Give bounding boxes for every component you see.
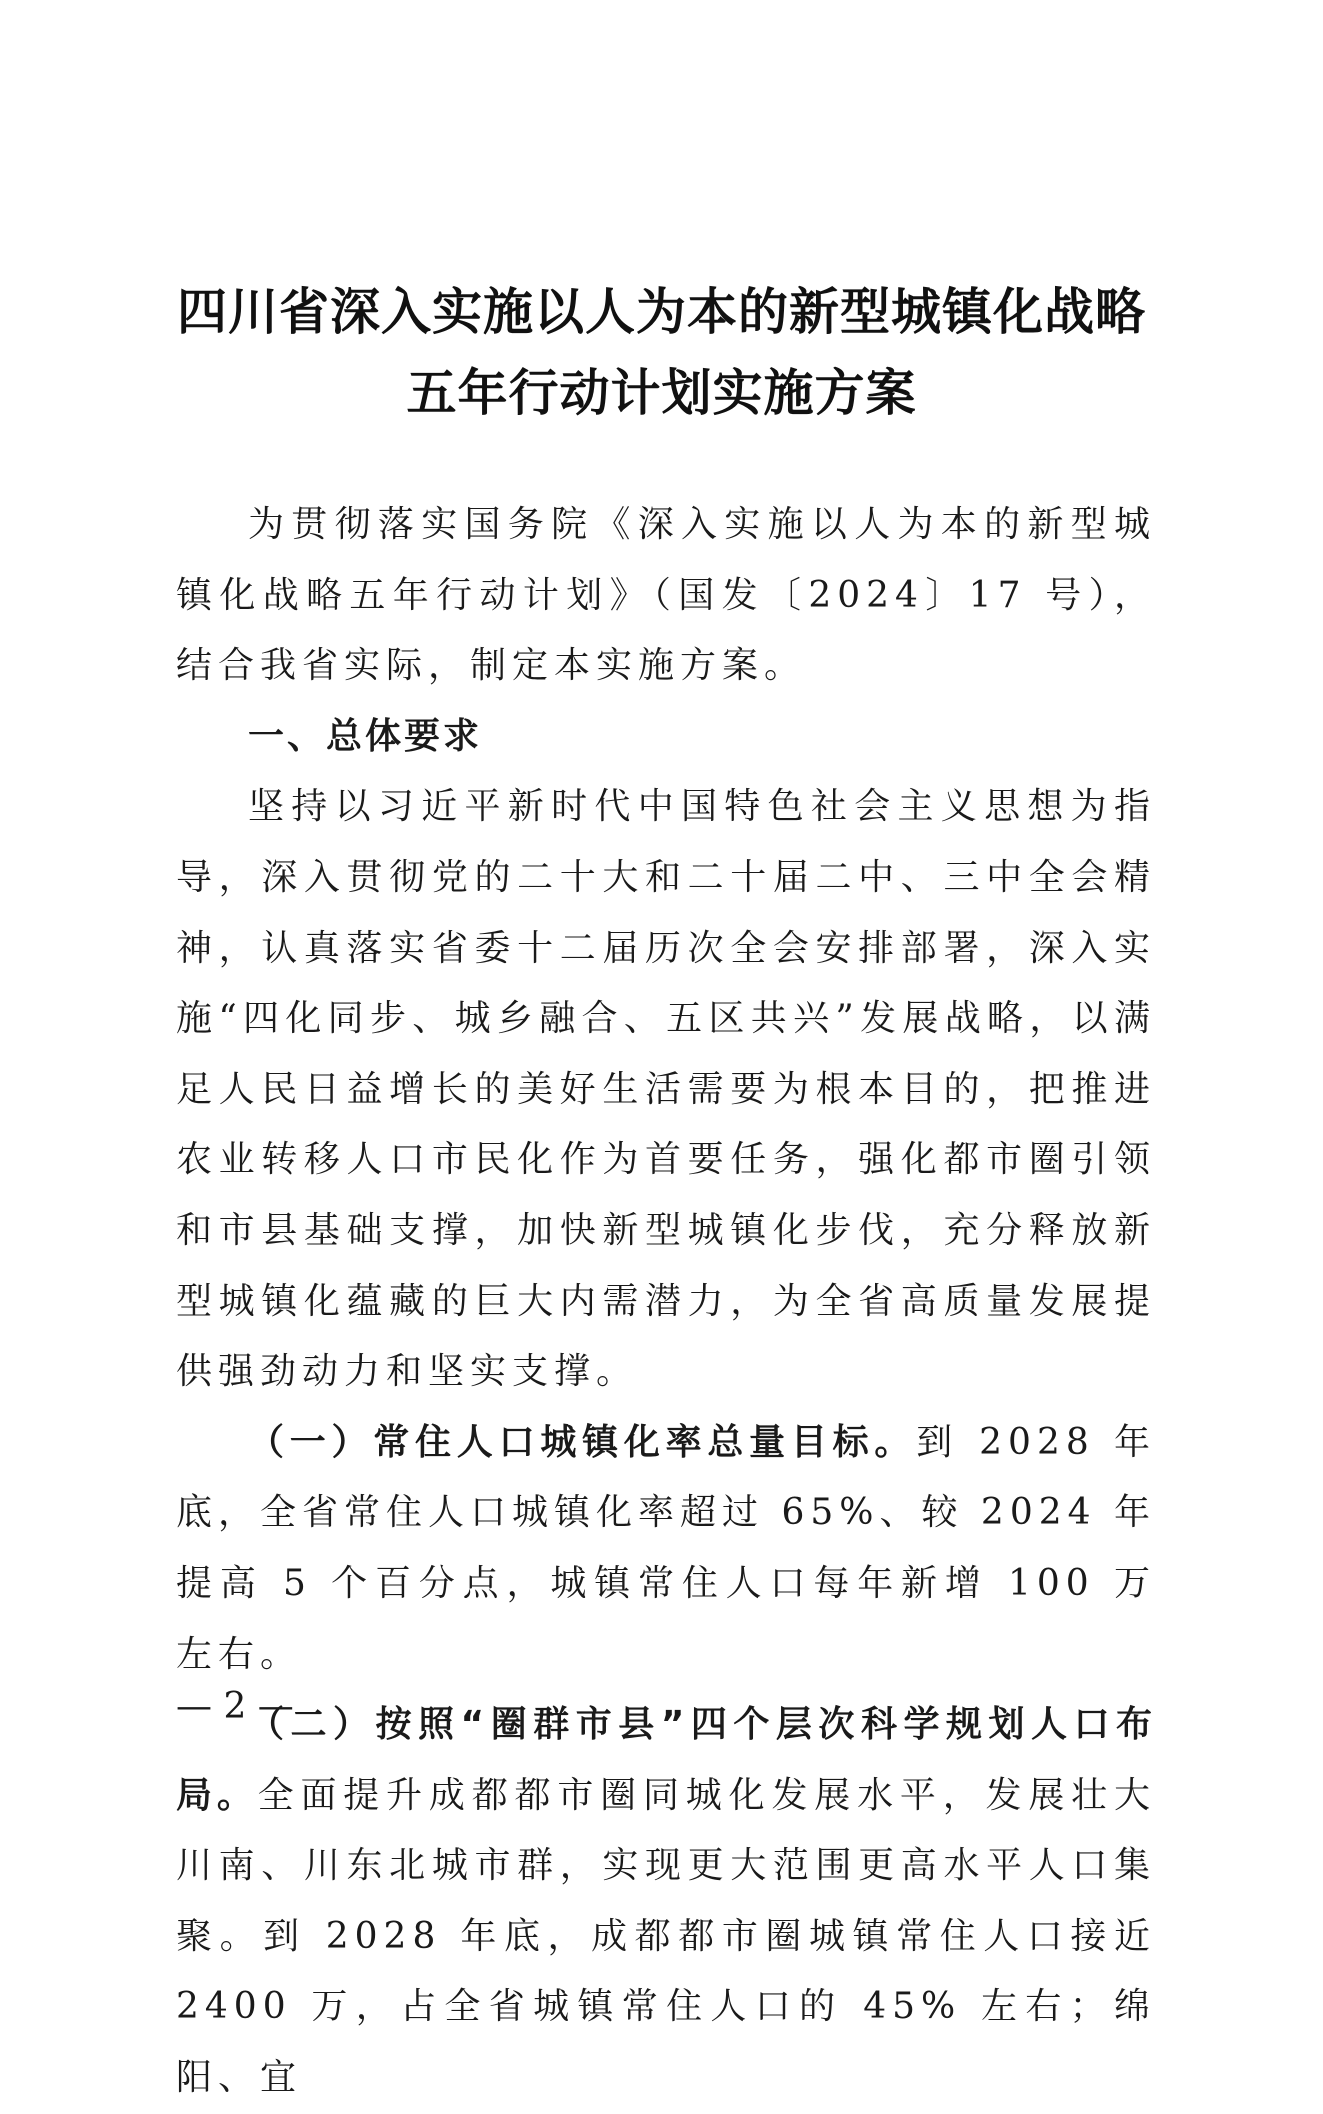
section-paragraph: 坚持以习近平新时代中国特色社会主义思想为指导，深入贯彻党的二十大和二十届二中、三中全会精神，认真落实省委十二届历次全会安排部署，深入实施“四化同步、城乡融合、五区共兴”发展战略，以满足人民日益增长的美好生活需要为根本目的，把推进农业转移人口市民化作为首要任务，强化都市圈引领和市县基础支撑，加快新型城镇化步伐，充分释放新型城镇化蕴藏的巨大内需潜力，为全省高质量发展提供强劲动力和坚实支撑。 — [176, 786, 1156, 1393]
document-title-line-1: 四川省深入实施以人为本的新型城镇化战略 — [177, 282, 1146, 341]
item-lead: （二）按照“圈群市县”四个层次科学规划人口布局。 — [176, 1704, 1156, 1816]
item-body: 全面提升成都都市圈同城化发展水平，发展壮大川南、川东北城市群，实现更大范围更高水平人口集聚。到 2028 年底，成都都市圈城镇常住人口接近 2400 万，占全省城镇常住人口的 45% 左右；绵阳、宜 — [176, 1774, 1156, 2099]
section-heading: 一、总体要求 — [248, 715, 483, 757]
item-body: 到 2028 年底，全省常住人口城镇化率超过 65%、较 2024 年提高 5 个百分点，城镇常住人口每年新增 100 万左右。 — [176, 1421, 1156, 1675]
document-body — [176, 490, 1156, 2114]
intro-paragraph: 为贯彻落实国务院《深入实施以人为本的新型城镇化战略五年行动计划》（国发〔2024〕17 号），结合我省实际，制定本实施方案。 — [176, 504, 1156, 687]
item-paragraph — [176, 1408, 1156, 1690]
page-number: — 2 — — [176, 1686, 294, 1727]
document-title-line-2: 五年行动计划实施方案 — [406, 363, 917, 422]
item-paragraph — [176, 1690, 1156, 2114]
item-lead: （一）常住人口城镇化率总量目标。 — [248, 1421, 917, 1463]
